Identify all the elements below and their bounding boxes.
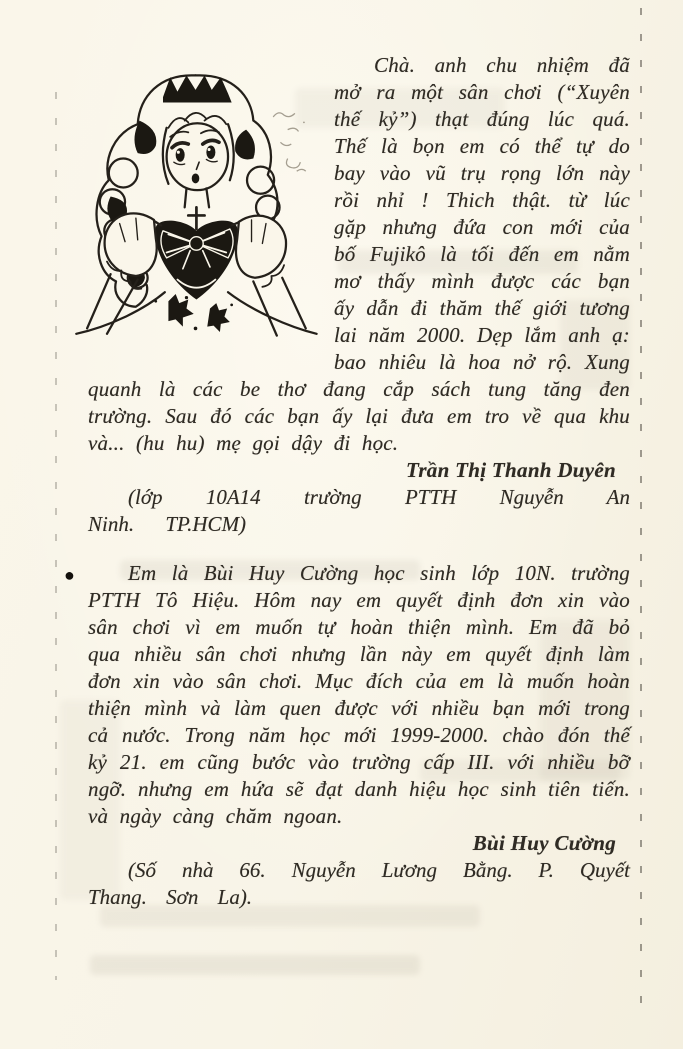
manga-girl-drawing-svg [60, 50, 322, 352]
letter-1-body: Chà. anh chu nhiệm đã mở ra một sân chơi (“Xuyên thế kỷ”) thạt đúng lúc quá. Thế là bọn em có thể tự do bay vào vũ trụ rọng lớn này rồi nhỉ ! Thich thật. từ lúc gặp nhưng đứa con mới của bố Fujikô là tối đến em nằm mơ thấy mình được các bạn ấy dẫn đi thăm thế giới tương lai năm 2000. Dẹp lắm anh ạ: bao nhiêu là hoa nở rộ. Xung quanh là các be thơ đang cắp sách tung tăng đen trường. Sau đó các bạn ấy lại đưa em tro về qua khu và... (hu hu) mẹ gọi dậy đi học. [88, 53, 630, 455]
letter-2-body: Em là Bùi Huy Cường học sinh lớp 10N. trường PTTH Tô Hiệu. Hôm nay em quyết định đơn xin vào sân chơi vì em muốn tự hoàn thiện mình. Em đã bỏ qua nhiều sân chơi nhưng lần này em quyết định làm đơn xin vào sân chơi. Mục đích của em là muốn hoàn thiện mình và làm quen được với nhiều bạn mới trong cả nước. Trong năm học mới 1999-2000. chào đón thế kỷ 21. em cũng bước vào trường cấp III. với nhiều bỡ ngỡ. nhưng em hứa sẽ đạt danh hiệu học sinh tiên tiến. và ngày càng chăm ngoan. [88, 561, 630, 828]
bleedthrough-smudge [90, 955, 420, 975]
handwritten-scribble [273, 113, 306, 171]
letters-content [64, 52, 630, 911]
page-border-right [640, 8, 642, 1008]
letter-2-address: (Số nhà 66. Nguyễn Lương Bằng. P. Quyết Thang. Sơn La). [88, 858, 630, 909]
letter-2 [64, 560, 630, 911]
letter-1-address: (lớp 10A14 trường PTTH Nguyễn An Ninh. TP.HCM) [88, 485, 630, 536]
page-border-left [55, 92, 57, 980]
letter-2-signature: Bùi Huy Cường [472, 831, 616, 855]
letter-1-signature: Trần Thị Thanh Duyên [405, 458, 616, 482]
manga-girl-illustration [60, 50, 322, 352]
letter-1 [88, 52, 630, 538]
bullet-marker: ● [64, 565, 75, 585]
